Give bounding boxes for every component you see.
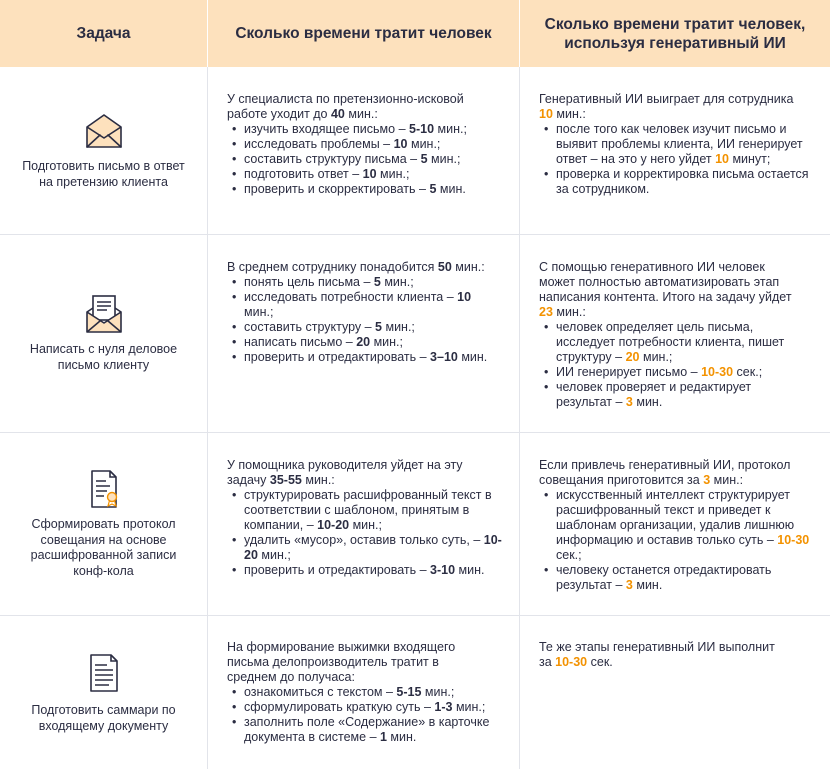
list-item: • изучить входящее письмо – 5-10 мин.; <box>227 122 507 137</box>
list-item: • написать письмо – 20 мин.; <box>227 335 497 350</box>
table-row <box>0 616 830 769</box>
task-cell <box>0 433 207 615</box>
list-item: • структурировать расшифрованный текст в соответствии с шаблоном, принятым в компании, – 10-20 мин.; <box>227 488 502 533</box>
task-text: Сформировать протокол совещания на основе расшифрованной записи конф-кола <box>30 517 177 578</box>
ai-cell <box>539 260 794 410</box>
task-cell <box>0 235 207 432</box>
ai-cell <box>539 92 809 197</box>
table-row <box>0 67 830 234</box>
ai-cell <box>539 458 819 593</box>
table-row <box>0 433 830 615</box>
list-item: • проверка и корректировка письма остается за сотрудником. <box>539 167 809 197</box>
list-item: • ИИ генерирует письмо – 10-30 сек.; <box>539 365 794 380</box>
table-row <box>0 235 830 432</box>
list-item: • проверить и отредактировать – 3–10 мин. <box>227 350 497 365</box>
list-item: • сформулировать краткую суть – 1-3 мин.; <box>227 700 507 715</box>
list-item: • после того как человек изучит письмо и выявит проблемы клиента, ИИ генерирует ответ – на это у него уйдет 10 минут; <box>539 122 809 167</box>
document-icon <box>83 651 125 695</box>
header-ai: Сколько времени тратит человек, используя генеративный ИИ <box>519 0 830 67</box>
task-text: Подготовить письмо в ответ на претензию клиента <box>22 159 185 189</box>
header-human: Сколько времени тратит человек <box>207 0 519 67</box>
human-intro: На формирование выжимки входящего письма делопроизводитель тратит в среднем до получаса: <box>227 640 456 684</box>
human-cell <box>227 260 497 365</box>
document-with-badge-icon <box>83 469 125 509</box>
human-cell <box>227 458 502 578</box>
ai-intro: Если привлечь генеративный ИИ, протокол совещания приготовится за 3 мин.: <box>539 458 791 487</box>
list-item: • человек определяет цель письма, исследует потребности клиента, пишет структуру – 20 мин.; <box>539 320 794 365</box>
list-item: • понять цель письма – 5 мин.; <box>227 275 497 290</box>
list-item: • ознакомиться с текстом – 5-15 мин.; <box>227 685 507 700</box>
human-intro: У помощника руководителя уйдет на эту задачу 35-55 мин.: <box>227 458 463 487</box>
human-intro: В среднем сотруднику понадобится 50 мин.: <box>227 260 485 274</box>
task-cell <box>0 67 207 234</box>
human-cell <box>227 92 507 197</box>
human-intro: У специалиста по претензионно-исковой работе уходит до 40 мин.: <box>227 92 464 121</box>
task-text: Подготовить саммари по входящему документу <box>31 703 176 733</box>
letter-in-envelope-icon <box>83 294 125 334</box>
human-cell <box>227 640 507 745</box>
list-item: • человек проверяет и редактирует результат – 3 мин. <box>539 380 794 410</box>
ai-intro: Генеративный ИИ выиграет для сотрудника 10 мин.: <box>539 92 794 121</box>
list-item: • удалить «мусор», оставив только суть, – 10-20 мин.; <box>227 533 502 563</box>
list-item: • подготовить ответ – 10 мин.; <box>227 167 507 182</box>
list-item: • исследовать потребности клиента – 10 мин.; <box>227 290 497 320</box>
task-cell <box>0 616 207 769</box>
list-item: • искусственный интеллект структурирует расшифрованный текст и приведет к шаблонам организации, удалив лишнюю информацию и оставив только суть – 10-30 сек.; <box>539 488 819 563</box>
list-item: • исследовать проблемы – 10 мин.; <box>227 137 507 152</box>
list-item: • проверить и скорректировать – 5 мин. <box>227 182 507 197</box>
envelope-icon <box>83 111 125 151</box>
ai-intro: С помощью генеративного ИИ человек может полностью автоматизировать этап написания контента. Итого на задачу уйдет 23 мин.: <box>539 260 792 319</box>
list-item: • заполнить поле «Содержание» в карточке документа в системе – 1 мин. <box>227 715 507 745</box>
list-item: • проверить и отредактировать – 3-10 мин. <box>227 563 502 578</box>
task-text: Написать с нуля деловое письмо клиенту <box>29 342 178 372</box>
list-item: • человеку останется отредактировать результат – 3 мин. <box>539 563 819 593</box>
header-task: Задача <box>0 0 207 67</box>
ai-cell <box>539 640 789 670</box>
ai-intro: Те же этапы генеративный ИИ выполнит за 10-30 сек. <box>539 640 775 669</box>
list-item: • составить структуру – 5 мин.; <box>227 320 497 335</box>
list-item: • составить структуру письма – 5 мин.; <box>227 152 507 167</box>
